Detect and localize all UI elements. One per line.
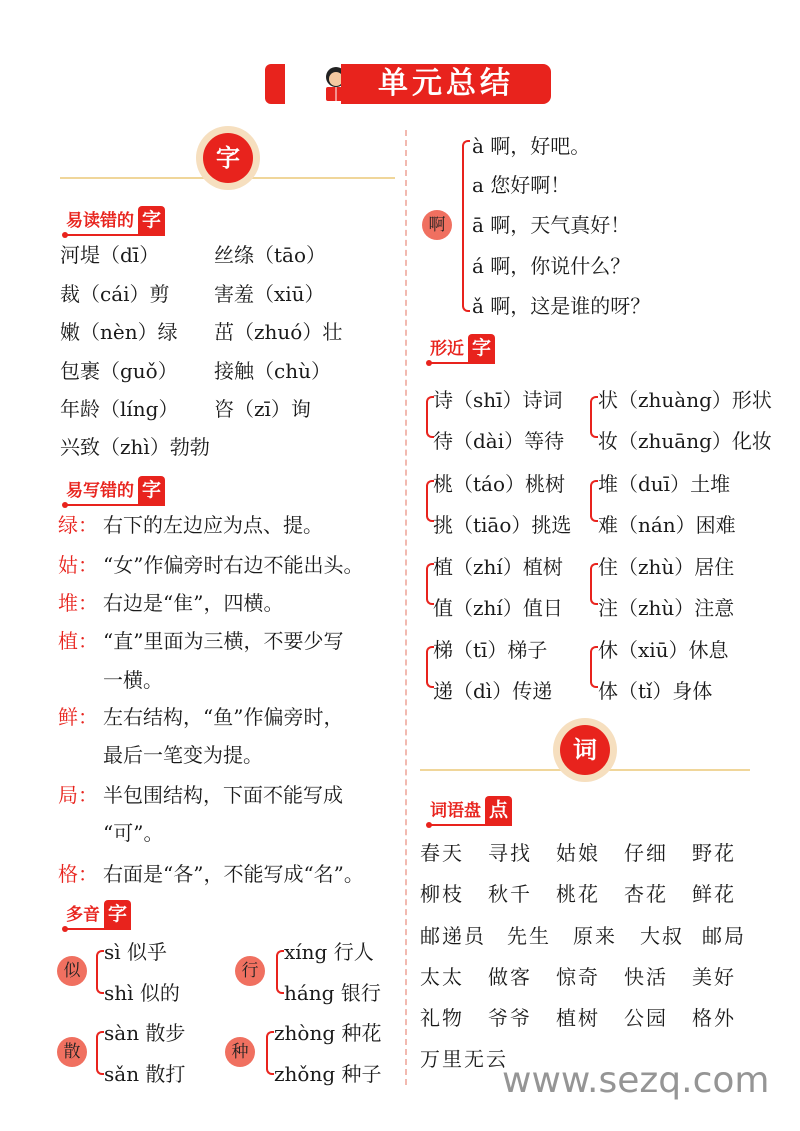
heading-tag: 字 — [104, 900, 131, 928]
heading-similar — [430, 334, 495, 364]
similar-char-item: 待（dài）等待 — [433, 429, 565, 453]
a-reading: ā 啊，天气真好！ — [472, 213, 631, 237]
miswrite-note: “直”里面为三横，不要少写 — [103, 629, 344, 653]
watermark: www.sezq.com — [502, 1060, 770, 1101]
word-item: 野花 — [692, 841, 736, 865]
misread-item: 兴致（zhì）勃勃 — [60, 435, 210, 459]
polyphonic-reading: zhǒng 种子 — [274, 1062, 382, 1086]
miswrite-note: 最后一笔变为提。 — [103, 743, 263, 767]
miswrite-char: 格： — [58, 862, 98, 886]
similar-char-item: 堆（duī）土堆 — [598, 472, 731, 496]
word-item: 做客 — [488, 965, 532, 989]
word-item: 植树 — [556, 1006, 600, 1030]
similar-char-item: 植（zhí）植树 — [433, 555, 563, 579]
similar-char-item: 挑（tiāo）挑选 — [433, 513, 572, 537]
heading-tag: 点 — [485, 796, 512, 824]
similar-char-item: 诗（shī）诗词 — [433, 388, 563, 412]
word-item: 邮递员 — [420, 924, 486, 948]
miswrite-char: 植： — [58, 629, 98, 653]
miswrite-char: 姑： — [58, 553, 98, 577]
word-item: 万里无云 — [420, 1047, 508, 1071]
misread-item: 嫩（nèn）绿 — [60, 320, 178, 344]
heading-easy-misread — [66, 206, 165, 236]
heading-tag: 字 — [138, 476, 165, 504]
miswrite-note: 右面是“各”，不能写成“名”。 — [103, 862, 364, 886]
brace-icon — [462, 140, 470, 312]
word-item: 公园 — [624, 1006, 668, 1030]
word-item: 太太 — [420, 965, 464, 989]
polyphonic-reading: xíng 行人 — [284, 940, 374, 964]
heading-dot — [62, 502, 68, 508]
heading-text: 易读错的 — [66, 211, 134, 231]
word-item: 柳枝 — [420, 882, 464, 906]
heading-word-review — [430, 796, 512, 826]
similar-char-item: 桃（táo）桃树 — [433, 472, 566, 496]
word-item: 爷爷 — [488, 1006, 532, 1030]
misread-item: 裁（cái）剪 — [60, 282, 170, 306]
word-item: 礼物 — [420, 1006, 464, 1030]
banner-avatar-slot — [289, 64, 337, 104]
similar-char-item: 状（zhuàng）形状 — [598, 388, 772, 412]
miswrite-note: 右下的左边应为点、提。 — [103, 513, 323, 537]
heading-dot — [62, 926, 68, 932]
a-reading: á 啊，你说什么？ — [472, 254, 631, 278]
similar-char-item: 值（zhí）值日 — [433, 596, 563, 620]
polyphonic-reading: sàn 散步 — [104, 1021, 186, 1045]
miswrite-note: “女”作偏旁时右边不能出头。 — [103, 553, 364, 577]
similar-char-item: 难（nán）困难 — [598, 513, 736, 537]
miswrite-note: 右边是“隹”，四横。 — [103, 591, 284, 615]
heading-dot — [62, 232, 68, 238]
brace-icon — [590, 480, 598, 522]
brace-icon — [266, 1031, 274, 1075]
similar-char-item: 妆（zhuāng）化妆 — [598, 429, 772, 453]
a-char-badge: 啊 — [422, 210, 452, 240]
heading-tag: 字 — [138, 206, 165, 234]
polyphonic-char-badge: 似 — [57, 956, 87, 986]
heading-easy-miswrite — [66, 476, 165, 506]
word-item: 寻找 — [488, 841, 532, 865]
heading-tag: 字 — [468, 334, 495, 362]
polyphonic-char-badge: 行 — [235, 956, 265, 986]
a-reading: ǎ 啊，这是谁的呀？ — [472, 294, 651, 318]
brace-icon — [590, 563, 598, 605]
similar-char-item: 住（zhù）居住 — [598, 555, 735, 579]
word-item: 姑娘 — [556, 841, 600, 865]
misread-item: 河堤（dī） — [60, 243, 160, 267]
word-item: 仔细 — [624, 841, 668, 865]
word-item: 邮局 — [702, 924, 746, 948]
word-item: 大叔 — [640, 924, 684, 948]
heading-text: 词语盘 — [430, 801, 481, 821]
title-banner — [265, 64, 551, 104]
heading-dot — [426, 360, 432, 366]
word-item: 快活 — [624, 965, 668, 989]
brace-icon — [276, 950, 284, 994]
polyphonic-reading: sì 似乎 — [104, 940, 168, 964]
section-ci-badge: 词 — [560, 725, 610, 775]
misread-item: 丝绦（tāo） — [214, 243, 327, 267]
word-item: 格外 — [692, 1006, 736, 1030]
similar-char-item: 梯（tī）梯子 — [433, 638, 548, 662]
heading-text: 形近 — [430, 339, 464, 359]
page-title: 单元总结 — [341, 64, 551, 104]
miswrite-note: 半包围结构，下面不能写成 — [103, 783, 343, 807]
column-divider — [405, 130, 407, 1085]
misread-item: 害羞（xiū） — [214, 282, 325, 306]
heading-dot — [426, 822, 432, 828]
word-item: 桃花 — [556, 882, 600, 906]
similar-char-item: 注（zhù）注意 — [598, 596, 735, 620]
polyphonic-char-badge: 种 — [225, 1037, 255, 1067]
brace-icon — [96, 950, 104, 994]
miswrite-char: 堆： — [58, 591, 98, 615]
word-item: 杏花 — [624, 882, 668, 906]
miswrite-char: 局： — [58, 783, 98, 807]
miswrite-note: 左右结构，“鱼”作偏旁时， — [103, 705, 344, 729]
similar-char-item: 体（tǐ）身体 — [598, 679, 713, 703]
heading-polyphonic — [66, 900, 131, 930]
word-item: 春天 — [420, 841, 464, 865]
miswrite-note: “可”。 — [103, 821, 164, 845]
polyphonic-reading: zhòng 种花 — [274, 1021, 382, 1045]
word-item: 鲜花 — [692, 882, 736, 906]
section-zi-badge: 字 — [203, 133, 253, 183]
miswrite-note: 一横。 — [103, 668, 163, 692]
a-reading: a 您好啊！ — [472, 173, 571, 197]
misread-item: 咨（zī）询 — [214, 397, 311, 421]
brace-icon — [590, 396, 598, 438]
misread-item: 年龄（líng） — [60, 397, 179, 421]
polyphonic-reading: sǎn 散打 — [104, 1062, 186, 1086]
polyphonic-reading: háng 银行 — [284, 981, 381, 1005]
polyphonic-char-badge: 散 — [57, 1037, 87, 1067]
word-item: 原来 — [573, 924, 617, 948]
word-item: 惊奇 — [556, 965, 600, 989]
banner-left-bracket — [265, 64, 285, 104]
similar-char-item: 休（xiū）休息 — [598, 638, 729, 662]
brace-icon — [590, 646, 598, 688]
similar-char-item: 递（dì）传递 — [433, 679, 553, 703]
misread-item: 包裹（guǒ） — [60, 359, 178, 383]
heading-text: 易写错的 — [66, 481, 134, 501]
miswrite-char: 绿： — [58, 513, 98, 537]
misread-item: 接触（chù） — [214, 359, 331, 383]
brace-icon — [96, 1031, 104, 1075]
a-reading: à 啊，好吧。 — [472, 134, 591, 158]
heading-text: 多音 — [66, 905, 100, 925]
word-item: 秋千 — [488, 882, 532, 906]
misread-item: 茁（zhuó）壮 — [214, 320, 343, 344]
polyphonic-reading: shì 似的 — [104, 981, 180, 1005]
word-item: 先生 — [507, 924, 551, 948]
word-item: 美好 — [692, 965, 736, 989]
miswrite-char: 鲜： — [58, 705, 98, 729]
